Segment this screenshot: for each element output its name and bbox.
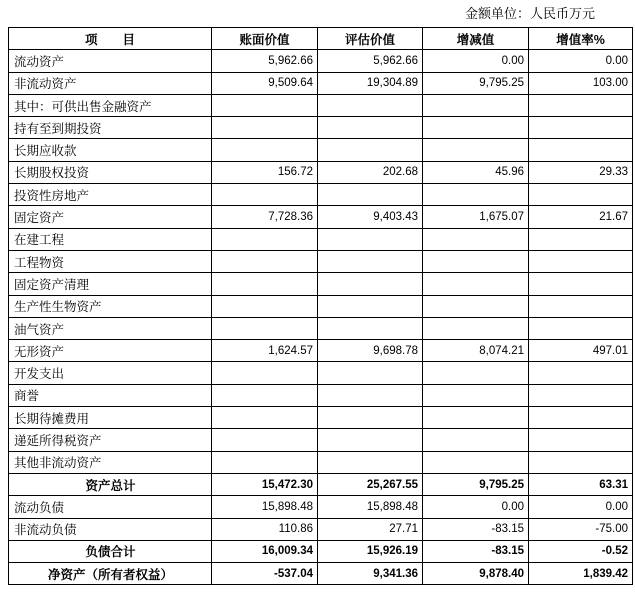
book-value-cell [212,429,318,451]
book-value-cell [212,94,318,116]
row-name-cell: 在建工程 [9,228,212,250]
header-change: 增减值 [423,28,529,50]
change-cell [423,273,529,295]
rate-cell [529,184,633,206]
book-value-cell: 9,509.64 [212,72,318,94]
change-cell [423,139,529,161]
eval-value-cell [318,451,423,473]
book-value-cell [212,317,318,339]
row-name-cell: 递延所得税资产 [9,429,212,451]
table-row [9,518,633,540]
change-cell: -83.15 [423,518,529,540]
table-header-row [9,28,633,50]
eval-value-cell [318,362,423,384]
table-row [9,317,633,339]
row-name-cell: 流动资产 [9,50,212,72]
book-value-cell: 15,472.30 [212,473,318,495]
row-name-cell: 无形资产 [9,340,212,362]
row-name-cell: 持有至到期投资 [9,117,212,139]
book-value-cell: 110.86 [212,518,318,540]
row-name-cell: 资产总计 [9,473,212,495]
row-name-cell: 其中：可供出售金融资产 [9,94,212,116]
unit-label: 金额单位：人民币万元 [464,7,595,22]
book-value-cell [212,295,318,317]
row-name-cell: 商誉 [9,384,212,406]
book-value-cell: 16,009.34 [212,540,318,562]
change-cell [423,429,529,451]
eval-value-cell [318,184,423,206]
change-cell [423,384,529,406]
change-cell [423,94,529,116]
book-value-cell [212,250,318,272]
row-name-cell: 非流动资产 [9,72,212,94]
rate-cell: 29.33 [529,161,633,183]
eval-value-cell [318,273,423,295]
change-cell [423,184,529,206]
change-cell [423,451,529,473]
valuation-table [8,27,633,585]
rate-cell [529,295,633,317]
rate-cell: 0.00 [529,50,633,72]
change-cell: 9,795.25 [423,473,529,495]
rate-cell: 497.01 [529,340,633,362]
eval-value-cell [318,139,423,161]
change-cell [423,117,529,139]
eval-value-cell [318,295,423,317]
header-book-value: 账面价值 [212,28,318,50]
rate-cell [529,94,633,116]
header-item: 项 目 [9,28,212,50]
rate-cell [529,250,633,272]
row-name-cell: 固定资产 [9,206,212,228]
change-cell [423,317,529,339]
table-row [9,184,633,206]
change-cell [423,295,529,317]
eval-value-cell [318,384,423,406]
book-value-cell: 156.72 [212,161,318,183]
table-row [9,384,633,406]
rate-cell [529,139,633,161]
row-name-cell: 负债合计 [9,540,212,562]
book-value-cell: -537.04 [212,563,318,585]
rate-cell: 63.31 [529,473,633,495]
table-row [9,161,633,183]
table-row [9,429,633,451]
table-body [9,50,633,585]
rate-cell: 1,839.42 [529,563,633,585]
eval-value-cell: 15,898.48 [318,496,423,518]
table-row [9,563,633,585]
rate-cell [529,228,633,250]
rate-cell: -75.00 [529,518,633,540]
table-row [9,250,633,272]
row-name-cell: 投资性房地产 [9,184,212,206]
eval-value-cell [318,228,423,250]
book-value-cell: 7,728.36 [212,206,318,228]
table-row [9,473,633,495]
row-name-cell: 开发支出 [9,362,212,384]
table-row [9,540,633,562]
row-name-cell: 生产性生物资产 [9,295,212,317]
eval-value-cell: 25,267.55 [318,473,423,495]
change-cell: -83.15 [423,540,529,562]
row-name-cell: 固定资产清理 [9,273,212,295]
change-cell: 0.00 [423,496,529,518]
eval-value-cell [318,117,423,139]
book-value-cell: 15,898.48 [212,496,318,518]
eval-value-cell: 15,926.19 [318,540,423,562]
table-row [9,295,633,317]
rate-cell [529,407,633,429]
book-value-cell [212,451,318,473]
book-value-cell: 5,962.66 [212,50,318,72]
book-value-cell [212,362,318,384]
row-name-cell: 工程物资 [9,250,212,272]
row-name-cell: 非流动负债 [9,518,212,540]
rate-cell: 0.00 [529,496,633,518]
table-row [9,228,633,250]
change-cell: 45.96 [423,161,529,183]
rate-cell [529,273,633,295]
eval-value-cell [318,407,423,429]
table-row [9,50,633,72]
table-row [9,117,633,139]
change-cell: 9,878.40 [423,563,529,585]
header-eval-value: 评估价值 [318,28,423,50]
table-row [9,72,633,94]
row-name-cell: 长期待摊费用 [9,407,212,429]
book-value-cell [212,407,318,429]
rate-cell: 103.00 [529,72,633,94]
book-value-cell [212,139,318,161]
change-cell [423,228,529,250]
table-row [9,407,633,429]
book-value-cell [212,273,318,295]
eval-value-cell: 9,698.78 [318,340,423,362]
eval-value-cell: 19,304.89 [318,72,423,94]
row-name-cell: 净资产（所有者权益） [9,563,212,585]
table-row [9,139,633,161]
table-row [9,94,633,116]
rate-cell [529,117,633,139]
eval-value-cell: 27.71 [318,518,423,540]
row-name-cell: 油气资产 [9,317,212,339]
rate-cell [529,451,633,473]
rate-cell [529,317,633,339]
change-cell: 8,074.21 [423,340,529,362]
rate-cell [529,362,633,384]
book-value-cell [212,228,318,250]
rate-cell: -0.52 [529,540,633,562]
change-cell [423,250,529,272]
change-cell [423,407,529,429]
eval-value-cell: 202.68 [318,161,423,183]
eval-value-cell [318,94,423,116]
table-row [9,206,633,228]
header-rate: 增值率% [529,28,633,50]
book-value-cell: 1,624.57 [212,340,318,362]
rate-cell [529,429,633,451]
eval-value-cell: 9,341.36 [318,563,423,585]
change-cell: 0.00 [423,50,529,72]
change-cell: 9,795.25 [423,72,529,94]
table-row [9,362,633,384]
row-name-cell: 其他非流动资产 [9,451,212,473]
eval-value-cell: 9,403.43 [318,206,423,228]
eval-value-cell: 5,962.66 [318,50,423,72]
book-value-cell [212,384,318,406]
row-name-cell: 流动负债 [9,496,212,518]
table-row [9,340,633,362]
row-name-cell: 长期股权投资 [9,161,212,183]
book-value-cell [212,184,318,206]
eval-value-cell [318,317,423,339]
eval-value-cell [318,429,423,451]
book-value-cell [212,117,318,139]
change-cell [423,362,529,384]
table-row [9,451,633,473]
table-row [9,496,633,518]
rate-cell: 21.67 [529,206,633,228]
table-row [9,273,633,295]
eval-value-cell [318,250,423,272]
change-cell: 1,675.07 [423,206,529,228]
row-name-cell: 长期应收款 [9,139,212,161]
rate-cell [529,384,633,406]
